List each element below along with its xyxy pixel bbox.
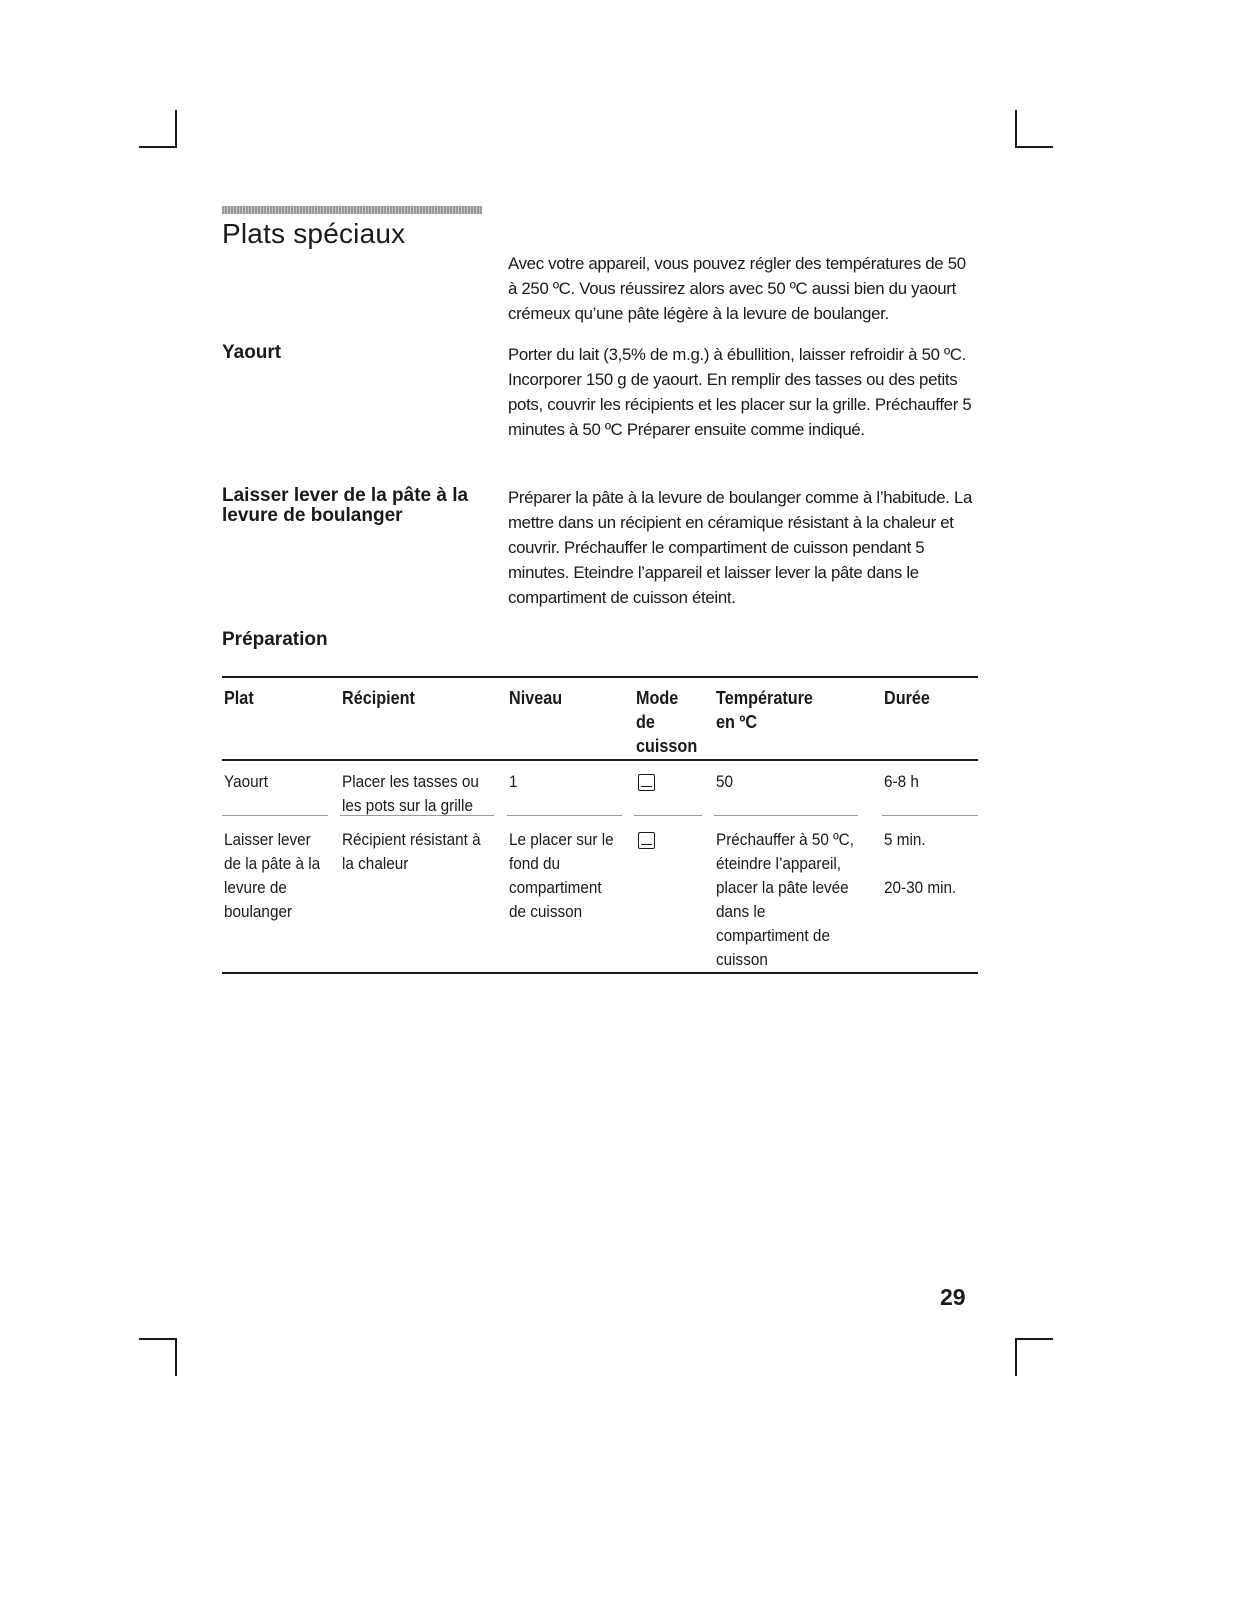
cell-recipient: Placer les tasses ou les pots sur la grille: [342, 772, 479, 815]
header-temperature: Température en ºC: [716, 688, 813, 732]
crop-mark-bottom-left-v: [175, 1338, 177, 1376]
table-rule-top: [222, 676, 978, 678]
cell-duree-preheat: 5 min.: [884, 830, 926, 849]
cell-temperature: 50: [716, 772, 734, 791]
table-rule-head: [222, 759, 978, 761]
row-divider: [634, 815, 702, 816]
header-mode: Mode de cuisson: [636, 688, 698, 756]
cell-plat: Laisser lever de la pâte à la levure de boulanger: [224, 830, 321, 921]
cell-niveau: Le placer sur le fond du compartiment de cuisson: [509, 830, 614, 921]
header-recipient: Récipient: [342, 688, 415, 708]
page-title: Plats spéciaux: [222, 218, 406, 249]
pate-paragraph: Préparer la pâte à la levure de boulanger comme à l’habitude. La mettre dans un récipient en céramique résistant à la chaleur et couvrir. Préchauffer le compartiment de cuisson pendant 5 minutes. Eteindre l’appareil et laisser lever la pâte dans le compartiment de cuisson éteint.: [508, 488, 973, 607]
intro-paragraph: Avec votre appareil, vous pouvez régler des températures de 50 à 250 ºC. Vous réussirez alors avec 50 ºC aussi bien du yaourt crémeux qu’une pâte légère à la levure de boulanger.: [508, 254, 966, 323]
crop-mark-top-right-v: [1015, 110, 1017, 148]
pate-heading: Laisser lever de la pâte à la levure de boulanger: [222, 485, 469, 526]
title-bar: [222, 206, 482, 214]
oven-bottom-heat-icon: [638, 832, 655, 849]
cell-temperature: Préchauffer à 50 ºC, éteindre l’appareil, placer la pâte levée dans le compartiment de cuisson: [716, 830, 854, 969]
crop-mark-bottom-left-h: [139, 1338, 177, 1340]
row-divider: [340, 815, 494, 816]
cell-duree-rise: 20-30 min.: [884, 878, 957, 897]
page-number: 29: [940, 1284, 966, 1310]
row-divider: [882, 815, 978, 816]
yaourt-paragraph: Porter du lait (3,5% de m.g.) à ébullition, laisser refroidir à 50 ºC. Incorporer 150 g de yaourt. En remplir des tasses ou des petits pots, couvrir les récipients et les placer sur la grille. Préchauffer 5 minutes à 50 ºC Préparer ensuite comme indiqué.: [508, 345, 972, 439]
cell-duree: 6-8 h: [884, 772, 919, 791]
crop-mark-top-right-h: [1015, 146, 1053, 148]
row-divider: [222, 815, 328, 816]
header-plat: Plat: [224, 688, 254, 708]
preparation-heading: Préparation: [222, 629, 328, 650]
cell-niveau: 1: [509, 772, 518, 791]
crop-mark-top-left-h: [139, 146, 177, 148]
row-divider: [507, 815, 622, 816]
cell-recipient: Récipient résistant à la chaleur: [342, 830, 481, 873]
crop-mark-top-left-v: [175, 110, 177, 148]
header-niveau: Niveau: [509, 688, 563, 708]
table-rule-bottom: [222, 972, 978, 974]
yaourt-heading: Yaourt: [222, 342, 282, 363]
oven-bottom-heat-icon: [638, 774, 655, 791]
header-duree: Durée: [884, 688, 930, 708]
cell-plat: Yaourt: [224, 772, 268, 791]
crop-mark-bottom-right-v: [1015, 1338, 1017, 1376]
row-divider: [714, 815, 858, 816]
crop-mark-bottom-right-h: [1015, 1338, 1053, 1340]
